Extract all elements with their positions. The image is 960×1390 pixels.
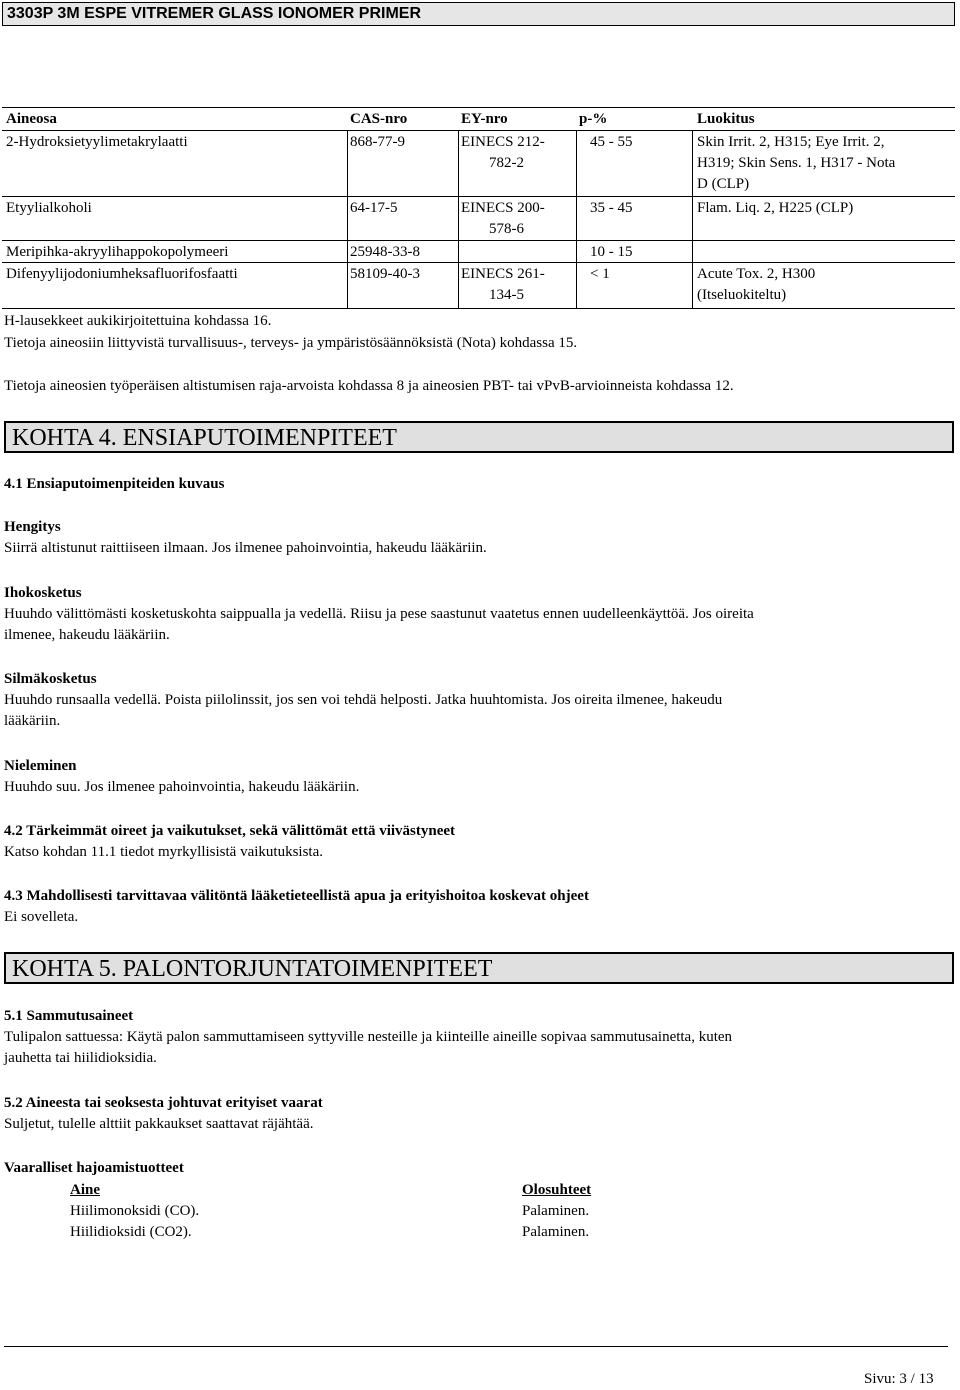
table-cell-ey: 134-5 [489,287,524,303]
hajoamistuotteet-col-olosuhteet: Olosuhteet [522,1182,592,1198]
nota-note: Tietoja aineosiin liittyvistä turvallisuus-, terveys- ja ympäristösäännöksistä (Nota) kohdassa 15. [4,335,578,351]
nieleminen-heading: Nieleminen [4,758,77,774]
table-header-cas: CAS-nro [350,111,408,127]
table-col-rule [458,130,459,308]
table-cell-luokitus: Acute Tox. 2, H300 [697,266,816,282]
silmakosketus-text: Huuhdo runsaalla vedellä. Poista piilolinssit, jos sen voi tehdä helposti. Jatka huuhtomista. Jos oireita ilmenee, hakeudu [4,692,723,708]
hajoamistuote-olosuhde: Palaminen. [522,1224,590,1240]
table-top-rule [2,107,955,108]
table-header-aineosa: Aineosa [6,111,57,127]
table-cell-cas: 64-17-5 [350,200,398,216]
table-header-p: p-% [579,111,608,127]
hajoamistuote-olosuhde: Palaminen. [522,1203,590,1219]
subsection-4-1: 4.1 Ensiaputoimenpiteiden kuvaus [4,476,225,492]
subsection-4-3: 4.3 Mahdollisesti tarvittavaa välitöntä lääketieteellistä apua ja erityishoitoa koskevat ohjeet [4,888,589,904]
table-cell-p: < 1 [590,266,610,282]
table-cell-luokitus: Flam. Liq. 2, H225 (CLP) [697,200,854,216]
table-row-rule [2,240,955,241]
section-5-title: KOHTA 5. PALONTORJUNTATOIMENPITEET [4,952,954,984]
table-cell-cas: 25948-33-8 [350,244,420,260]
subsection-5-2: 5.2 Aineesta tai seoksesta johtuvat erityiset vaarat [4,1095,323,1111]
raja-arvo-note: Tietoja aineosien työperäisen altistumisen raja-arvoista kohdassa 8 ja aineosien PBT- tai vPvB-arvioinneista kohdassa 12. [4,378,734,394]
subsection-5-2-text: Suljetut, tulelle alttiit pakkaukset saattavat räjähtää. [4,1116,314,1132]
table-header-rule [2,130,955,131]
table-cell-aineosa: 2-Hydroksietyylimetakrylaatti [6,134,188,150]
table-cell-p: 35 - 45 [590,200,633,216]
table-header-ey: EY-nro [461,111,508,127]
subsection-5-1-text: Tulipalon sattuessa: Käytä palon sammuttamiseen syttyville nesteille ja kiinteille aineille sopivaa sammutusainetta, kuten [4,1029,733,1045]
table-cell-ey: EINECS 212- [461,134,545,150]
table-col-rule [692,130,693,308]
nieleminen-text: Huuhdo suu. Jos ilmenee pahoinvointia, hakeudu lääkäriin. [4,779,360,795]
table-cell-p: 10 - 15 [590,244,633,260]
table-cell-ey: EINECS 261- [461,266,545,282]
hajoamistuote-aine: Hiilimonoksidi (CO). [70,1203,200,1219]
section-4-title: KOHTA 4. ENSIAPUTOIMENPITEET [4,421,954,453]
table-cell-aineosa: Difenyylijodoniumheksafluorifosfaatti [6,266,238,282]
hajoamistuotteet-heading: Vaaralliset hajoamistuotteet [4,1160,184,1176]
table-cell-luokitus: Skin Irrit. 2, H315; Eye Irrit. 2, [697,134,885,150]
table-cell-ey: 578-6 [489,221,524,237]
table-cell-luokitus: H319; Skin Sens. 1, H317 - Nota [697,155,896,171]
table-header-luokitus: Luokitus [697,111,755,127]
ihokosketus-text: ilmenee, hakeudu lääkäriin. [4,627,170,643]
table-col-rule [576,130,577,308]
table-row-rule [2,196,955,197]
ihokosketus-heading: Ihokosketus [4,585,82,601]
subsection-5-1: 5.1 Sammutusaineet [4,1008,134,1024]
table-bottom-rule [2,308,955,309]
document-header: 3303P 3M ESPE VITREMER GLASS IONOMER PRIMER [2,2,955,26]
table-col-rule [347,130,348,308]
table-cell-luokitus: D (CLP) [697,176,750,192]
hengitys-heading: Hengitys [4,519,61,535]
subsection-4-3-text: Ei sovelleta. [4,909,79,925]
hajoamistuotteet-col-aine: Aine [70,1182,100,1198]
table-cell-p: 45 - 55 [590,134,633,150]
table-cell-cas: 58109-40-3 [350,266,420,282]
table-cell-luokitus: (Itseluokiteltu) [697,287,787,303]
table-cell-ey: 782-2 [489,155,524,171]
hajoamistuote-aine: Hiilidioksidi (CO2). [70,1224,192,1240]
table-cell-ey: EINECS 200- [461,200,545,216]
ihokosketus-text: Huuhdo välittömästi kosketuskohta saippualla ja vedellä. Riisu ja pese saastunut vaatetus ennen uudelleenkäyttöä. Jos oireita [4,606,754,622]
table-cell-aineosa: Etyylialkoholi [6,200,92,216]
subsection-5-1-text: jauhetta tai hiilidioksidia. [4,1050,157,1066]
subsection-4-2-text: Katso kohdan 11.1 tiedot myrkyllisistä vaikutuksista. [4,844,323,860]
silmakosketus-text: lääkäriin. [4,713,61,729]
silmakosketus-heading: Silmäkosketus [4,671,97,687]
subsection-4-2: 4.2 Tärkeimmät oireet ja vaikutukset, sekä välittömät että viivästyneet [4,823,456,839]
table-cell-cas: 868-77-9 [350,134,405,150]
hengitys-text: Siirrä altistunut raittiiseen ilmaan. Jos ilmenee pahoinvointia, hakeudu lääkäriin. [4,540,487,556]
footer-rule [4,1346,948,1347]
page-number: Sivu: 3 / 13 [864,1371,934,1387]
table-cell-aineosa: Meripihka-akryylihappokopolymeeri [6,244,229,260]
hlause-note: H-lausekkeet aukikirjoitettuina kohdassa 16. [4,313,272,329]
